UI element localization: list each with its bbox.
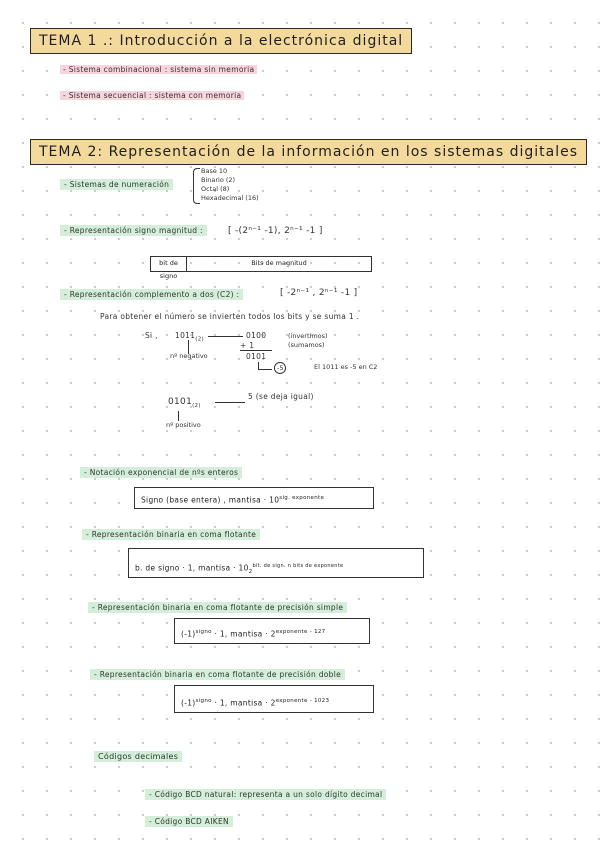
signo-magnitud-range: [ -(2ⁿ⁻¹ -1), 2ⁿ⁻¹ -1 ] — [228, 226, 323, 236]
ej-sum-note: (sumamos) — [288, 341, 325, 349]
pos-pointer — [178, 411, 179, 421]
ej-sum-line — [240, 350, 272, 351]
pos-label: nº positivo — [166, 421, 201, 429]
simple-box: $(-1)^{signo} \cdot 1$, mantisa · $2^{exponente - 127}$ — [174, 618, 370, 644]
ca2-range: [ -2ⁿ⁻¹ , 2ⁿ⁻¹ -1 ] — [280, 288, 358, 298]
ej-inv: 0100 — [246, 331, 267, 340]
doble-box: $(-1)^{signo} \cdot 1$, mantisa · $2^{exponente - 1023}$ — [174, 685, 374, 713]
ej-si: Si , — [145, 331, 158, 340]
sistemas-numeracion-label: - Sistemas de numeración — [60, 180, 173, 189]
base-octal: Octal (8) — [201, 185, 230, 193]
codigo-bcd-aiken: - Código BCD AIKEN — [145, 817, 233, 826]
notacion-label: - Notación exponencial de nºs enteros — [80, 468, 242, 477]
ej-final: El 1011 es -5 en C2 — [314, 363, 378, 371]
ej-res: 0101 — [246, 352, 267, 361]
ej-arrow-line — [208, 336, 243, 337]
tema1-item-secuencial: - Sistema secuencial : sistema con memoria — [60, 91, 244, 100]
simple-label: - Representación binaria en coma flotante de precisión simple — [88, 603, 347, 612]
base-10: Base 10 — [201, 167, 228, 175]
tema1-title: TEMA 1 .: Introducción a la electrónica digital — [30, 28, 412, 54]
ej-res-arrow — [258, 369, 272, 370]
tema1-item-combinacional: - Sistema combinacional : sistema sin memoria — [60, 65, 257, 74]
bases-brace — [193, 168, 200, 204]
base-hexadecimal: Hexadecimal (16) — [201, 194, 259, 202]
ej-five: -5 — [274, 362, 286, 374]
binaria-label: - Representación binaria en coma flotante — [82, 530, 260, 539]
base-binario: Binario (2) — [201, 176, 236, 184]
notacion-box: Signo (base entera) , mantisa · $10^{sig. exponente}$ — [134, 487, 374, 509]
ej-plus: + 1 — [240, 341, 255, 350]
doble-label: - Representación binaria en coma flotante de precisión doble — [90, 670, 345, 679]
bases-list — [201, 167, 259, 203]
binaria-box: b. de signo · 1, mantisa · $10_2^{bit. de sign. n bits de exponente}$ — [128, 548, 424, 578]
bit-signo-cell: bit de signo — [151, 257, 187, 271]
ca2-label: - Representación complemento a dos (C2) : — [60, 290, 243, 299]
pos-num: $0101_{(2)}$ — [168, 397, 201, 409]
ej-inv-note: (invertimos) — [288, 332, 328, 340]
ej-num: $1011_{(2)}$ — [175, 331, 204, 343]
codigo-bcd-natural: - Código BCD natural: representa a un solo dígito decimal — [145, 790, 386, 799]
ej-neg-label: nº negativo — [170, 352, 208, 360]
ca2-note: Para obtener el número se invierten todos los bits y se suma 1 . — [100, 312, 360, 321]
signo-magnitud-diagram — [150, 256, 372, 280]
pos-arrow — [215, 402, 245, 403]
pos-res: 5 (se deja igual) — [248, 392, 314, 401]
bits-magnitud-cell: Bits de magnitud — [251, 259, 307, 267]
tema2-title: TEMA 2: Representación de la información en los sistemas digitales — [30, 139, 587, 165]
signo-magnitud-label: - Representación signo magnitud : — [60, 226, 207, 235]
codigos-label: Códigos decimales — [94, 752, 182, 761]
